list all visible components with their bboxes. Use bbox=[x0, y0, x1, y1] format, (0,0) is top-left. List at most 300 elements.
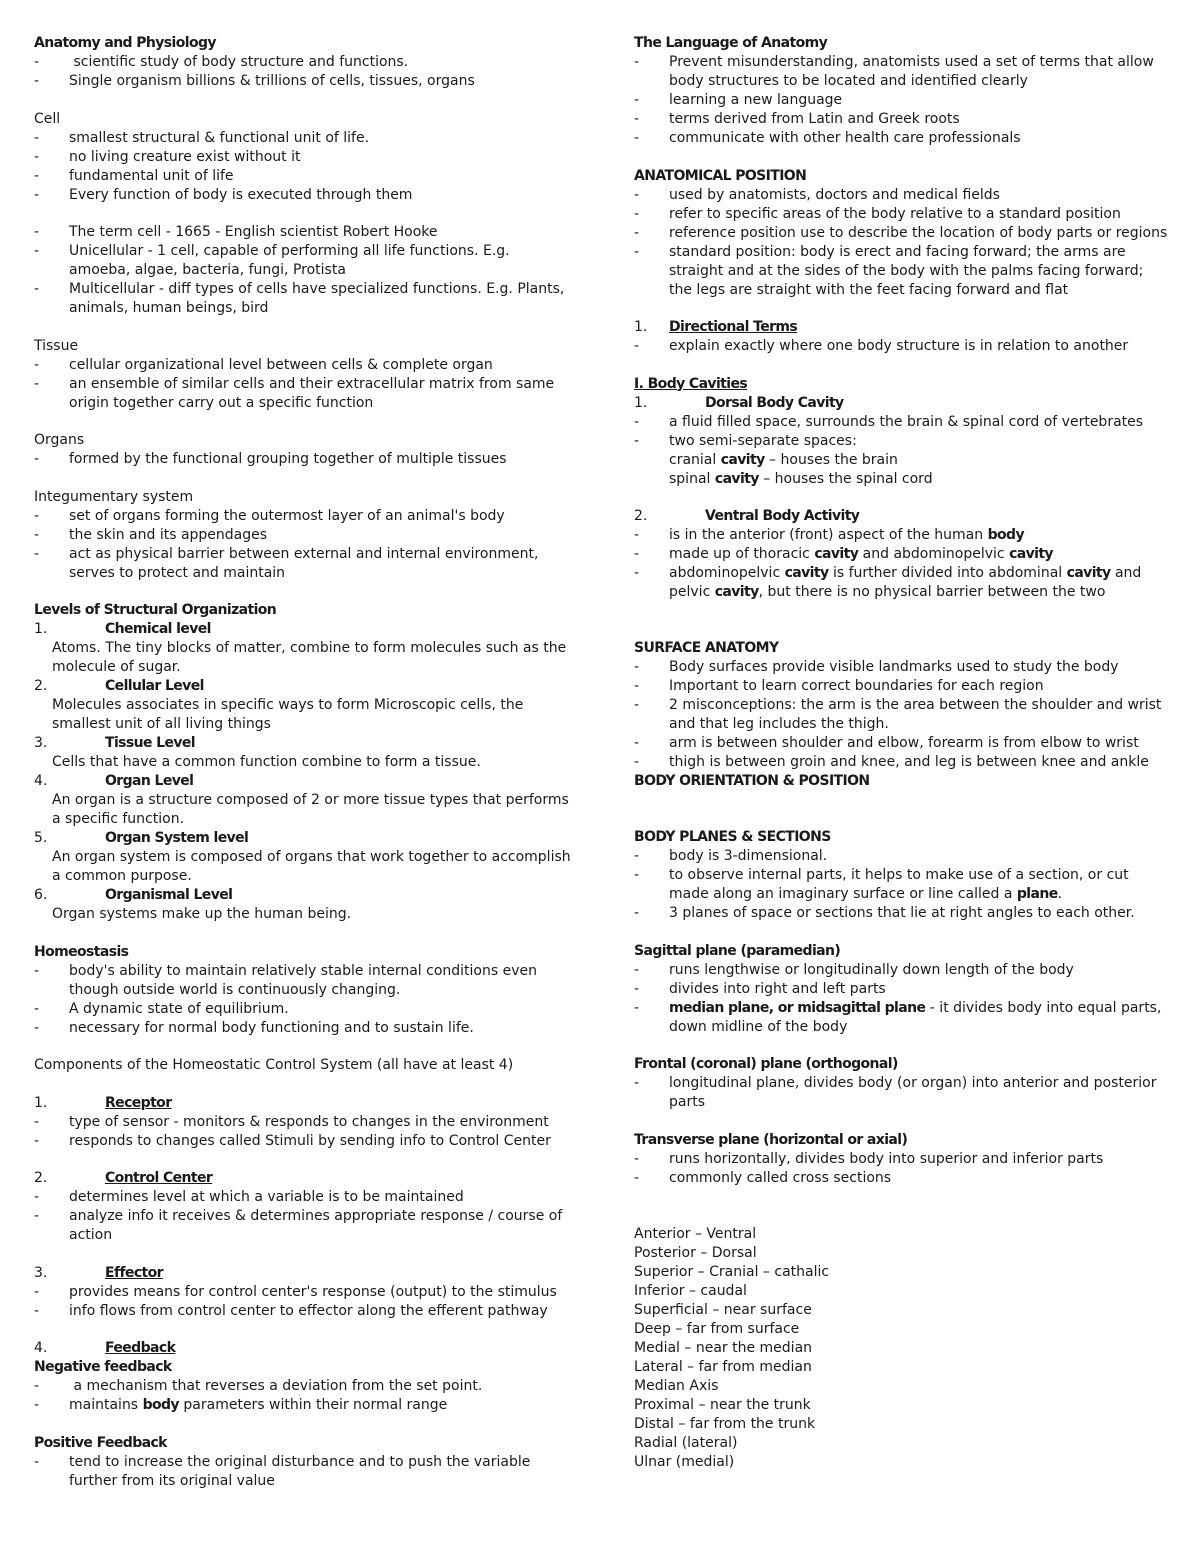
bullet-dash: - bbox=[634, 92, 640, 108]
numbered-heading-ventral-body-activity bbox=[634, 507, 1174, 526]
line-text: commonly called cross sections bbox=[669, 1169, 892, 1186]
spacer bbox=[34, 91, 574, 110]
bullet-dash: - bbox=[634, 111, 640, 127]
line-text: parameters within their normal range bbox=[178, 1397, 448, 1413]
numbered-title: Ventral Body Activity bbox=[705, 508, 860, 524]
bullet-item bbox=[34, 1302, 574, 1321]
bullet-continuation bbox=[34, 1226, 574, 1245]
bullet-continuation bbox=[634, 715, 1174, 734]
spacer bbox=[634, 791, 1174, 810]
spacer bbox=[34, 924, 574, 943]
bullet-dash: - bbox=[34, 1019, 40, 1036]
spacer bbox=[634, 300, 1174, 319]
line-text: made up of thoracic bbox=[669, 546, 815, 562]
bullet-dash: - bbox=[634, 754, 640, 770]
bullet-dash: - bbox=[634, 54, 640, 70]
bold-term: cavity bbox=[720, 451, 765, 468]
line-text: made along an imaginary surface or line called a bbox=[669, 886, 1017, 902]
numbered-title: Control Center bbox=[105, 1170, 213, 1186]
bullet-continuation bbox=[34, 564, 574, 583]
bullet-dash: - bbox=[34, 54, 40, 70]
bullet-dash: - bbox=[34, 1208, 40, 1224]
bullet-item bbox=[34, 450, 574, 469]
line-text: formed by the functional grouping together of multiple tissues bbox=[69, 451, 507, 467]
line-text: 2 misconceptions: the arm is the area between the shoulder and wrist bbox=[669, 697, 1162, 713]
bullet-item bbox=[34, 1453, 574, 1472]
heading-sagittal-plane-paramedian: Sagittal plane (paramedian) bbox=[634, 942, 841, 959]
numbered-title: Organ System level bbox=[105, 830, 249, 846]
level-description: a common purpose. bbox=[52, 868, 192, 884]
line-text: info flows from control center to effector along the efferent pathway bbox=[69, 1302, 548, 1319]
bold-term: cavity bbox=[714, 470, 759, 487]
line-text: communicate with other health care professionals bbox=[669, 130, 1021, 146]
item-number: 2. bbox=[34, 678, 48, 694]
bullet-dash: - bbox=[634, 867, 640, 883]
bullet-dash: - bbox=[34, 356, 40, 373]
bold-term: plane bbox=[1016, 886, 1058, 902]
line-text: Single organism billions & trillions of cells, tissues, organs bbox=[69, 73, 475, 89]
bullet-dash: - bbox=[34, 1378, 40, 1394]
bold-term: cavity bbox=[784, 565, 829, 581]
spacer bbox=[34, 1075, 574, 1094]
bullet-dash: - bbox=[34, 129, 40, 146]
bullet-item bbox=[634, 110, 1174, 129]
bullet-item bbox=[634, 866, 1174, 885]
heading-surface-anatomy: SURFACE ANATOMY bbox=[634, 640, 779, 656]
bold-term: cavity bbox=[714, 584, 759, 600]
line-text: standard position: body is erect and facing forward; the arms are bbox=[669, 243, 1126, 260]
line-text: act as physical barrier between external and internal environment, bbox=[69, 545, 539, 562]
heading-body-orientation-position: BODY ORIENTATION & POSITION bbox=[634, 773, 870, 789]
level-description: molecule of sugar. bbox=[52, 659, 181, 675]
text-line: Deep – far from surface bbox=[634, 1320, 800, 1337]
line-text: arm is between shoulder and elbow, forearm is from elbow to wrist bbox=[669, 735, 1139, 751]
bullet-dash: - bbox=[634, 905, 640, 921]
bullet-item bbox=[634, 432, 1174, 451]
line-text: set of organs forming the outermost layer of an animal's body bbox=[69, 507, 505, 524]
spacer bbox=[634, 621, 1174, 640]
bullet-item bbox=[34, 242, 574, 261]
numbered-title: Cellular Level bbox=[105, 678, 204, 694]
bullet-item bbox=[34, 72, 574, 91]
bullet-dash: - bbox=[34, 281, 40, 297]
line-text: the legs are straight with the feet facing forward and flat bbox=[669, 281, 1069, 298]
spacer bbox=[34, 1415, 574, 1434]
bullet-item bbox=[634, 1150, 1174, 1169]
spacer bbox=[634, 1037, 1174, 1056]
bullet-item bbox=[34, 129, 574, 148]
line-text: smallest structural & functional unit of life. bbox=[69, 129, 370, 146]
spacer bbox=[34, 1245, 574, 1264]
bullet-item bbox=[34, 962, 574, 981]
bullet-continuation bbox=[34, 394, 574, 413]
bullet-dash: - bbox=[34, 243, 40, 259]
item-number: 1. bbox=[34, 621, 48, 637]
level-description: An organ system is composed of organs that work together to accomplish bbox=[52, 849, 571, 865]
line-text: cranial bbox=[669, 451, 721, 468]
line-text: determines level at which a variable is to be maintained bbox=[69, 1189, 464, 1205]
spacer bbox=[634, 810, 1174, 829]
line-text: body is 3-dimensional. bbox=[669, 848, 828, 864]
text-line: Superficial – near surface bbox=[634, 1301, 812, 1318]
bullet-dash: - bbox=[34, 451, 40, 467]
bullet-dash: - bbox=[34, 1132, 40, 1149]
numbered-heading-organismal-level bbox=[34, 886, 574, 905]
bullet-item bbox=[634, 53, 1174, 72]
bullet-dash: - bbox=[634, 186, 640, 203]
bullet-dash: - bbox=[634, 243, 640, 260]
numbered-title: Dorsal Body Cavity bbox=[705, 394, 844, 411]
numbered-title: Directional Terms bbox=[669, 319, 798, 335]
bullet-item bbox=[34, 223, 574, 242]
item-number: 6. bbox=[34, 887, 48, 903]
item-number: 5. bbox=[34, 830, 48, 846]
bullet-item bbox=[34, 1019, 574, 1038]
line-text: provides means for control center's response (output) to the stimulus bbox=[69, 1283, 557, 1300]
text-line: Radial (lateral) bbox=[634, 1434, 738, 1451]
spacer bbox=[634, 148, 1174, 167]
item-number: 3. bbox=[34, 735, 48, 751]
line-text: longitudinal plane, divides body (or organ) into anterior and posterior bbox=[669, 1075, 1157, 1091]
numbered-heading-organ-system-level bbox=[34, 829, 574, 848]
line-text: A dynamic state of equilibrium. bbox=[69, 1000, 289, 1017]
bold-term: cavity bbox=[814, 546, 859, 562]
bullet-dash: - bbox=[634, 205, 640, 222]
item-number: 2. bbox=[634, 508, 648, 524]
item-number: 1. bbox=[634, 319, 648, 335]
line-text: The term cell - 1665 - English scientist Robert Hooke bbox=[69, 224, 438, 240]
bullet-dash: - bbox=[634, 1169, 640, 1186]
bullet-item bbox=[634, 564, 1174, 583]
bullet-item bbox=[34, 375, 574, 394]
line-text: the skin and its appendages bbox=[69, 526, 268, 543]
numbered-title: Effector bbox=[105, 1264, 163, 1281]
numbered-title: Organ Level bbox=[105, 773, 194, 789]
line-text: pelvic bbox=[669, 584, 715, 600]
text-line: Median Axis bbox=[634, 1377, 719, 1394]
bullet-item bbox=[634, 1074, 1174, 1093]
line-text: Body surfaces provide visible landmarks used to study the body bbox=[669, 659, 1119, 675]
bullet-item bbox=[634, 205, 1174, 224]
line-text: runs horizontally, divides body into superior and inferior parts bbox=[669, 1150, 1104, 1167]
bullet-item bbox=[634, 129, 1174, 148]
level-description: Cells that have a common function combine to form a tissue. bbox=[52, 754, 481, 770]
bullet-dash: - bbox=[34, 526, 40, 543]
bullet-item bbox=[634, 91, 1174, 110]
line-text: animals, human beings, bird bbox=[69, 300, 269, 316]
spacer bbox=[34, 1321, 574, 1340]
bullet-dash: - bbox=[34, 1189, 40, 1205]
heading-transverse-plane-horizontal-or-axial: Transverse plane (horizontal or axial) bbox=[634, 1131, 908, 1148]
right-column bbox=[634, 34, 1174, 1472]
text-line: Inferior – caudal bbox=[634, 1282, 747, 1299]
bullet-continuation bbox=[34, 1472, 574, 1491]
line-text: Important to learn correct boundaries for each region bbox=[669, 678, 1044, 694]
text-line: Posterior – Dorsal bbox=[634, 1244, 757, 1261]
line-text: type of sensor - monitors & responds to changes in the environment bbox=[69, 1113, 549, 1130]
line-text: further from its original value bbox=[69, 1472, 275, 1489]
bullet-continuation bbox=[634, 1018, 1174, 1037]
heading-body-planes-sections: BODY PLANES & SECTIONS bbox=[634, 829, 831, 845]
heading-positive-feedback: Positive Feedback bbox=[34, 1434, 167, 1451]
bullet-dash: - bbox=[634, 565, 640, 581]
text-line: Integumentary system bbox=[34, 488, 194, 505]
bullet-continuation bbox=[634, 281, 1174, 300]
line-text: cellular organizational level between cells & complete organ bbox=[69, 356, 493, 373]
bullet-item bbox=[634, 734, 1174, 753]
level-description: Atoms. The tiny blocks of matter, combine to form molecules such as the bbox=[52, 640, 567, 656]
bullet-dash: - bbox=[34, 545, 40, 562]
numbered-heading-directional-terms bbox=[634, 318, 1174, 337]
bullet-dash: - bbox=[634, 432, 640, 449]
line-text: Multicellular - diff types of cells have specialized functions. E.g. Plants, bbox=[69, 281, 565, 297]
bullet-item bbox=[34, 53, 574, 72]
bullet-continuation bbox=[34, 261, 574, 280]
item-number: 2. bbox=[34, 1170, 48, 1186]
bullet-item bbox=[34, 545, 574, 564]
line-text: Unicellular - 1 cell, capable of performing all life functions. E.g. bbox=[69, 243, 510, 259]
numbered-title: Feedback bbox=[105, 1340, 176, 1356]
line-text: , but there is no physical barrier between the two bbox=[758, 584, 1106, 600]
spacer bbox=[34, 1038, 574, 1057]
item-number: 3. bbox=[34, 1264, 48, 1281]
bullet-dash: - bbox=[634, 697, 640, 713]
bullet-item bbox=[634, 545, 1174, 564]
text-line: Medial – near the median bbox=[634, 1339, 813, 1356]
bullet-item bbox=[634, 243, 1174, 262]
spacer bbox=[634, 1188, 1174, 1207]
level-description: Organ systems make up the human being. bbox=[52, 906, 352, 922]
line-text: thigh is between groin and knee, and leg is between knee and ankle bbox=[669, 754, 1149, 770]
line-text: and bbox=[1110, 565, 1142, 581]
heading-the-language-of-anatomy: The Language of Anatomy bbox=[634, 35, 828, 51]
bullet-dash: - bbox=[34, 1000, 40, 1017]
spacer bbox=[34, 413, 574, 432]
numbered-title: Receptor bbox=[105, 1094, 172, 1111]
bullet-continuation bbox=[634, 885, 1174, 904]
heading-i-body-cavities: I. Body Cavities bbox=[634, 375, 748, 392]
line-text: - it divides body into equal parts, bbox=[925, 999, 1162, 1016]
bullet-item bbox=[634, 999, 1174, 1018]
spacer bbox=[634, 923, 1174, 942]
bullet-item bbox=[34, 1396, 574, 1415]
bullet-continuation bbox=[634, 583, 1174, 602]
line-text: responds to changes called Stimuli by sending info to Control Center bbox=[69, 1132, 551, 1149]
text-line: Cell bbox=[34, 110, 61, 127]
bullet-item bbox=[34, 167, 574, 186]
bullet-item bbox=[634, 224, 1174, 243]
bullet-item bbox=[634, 1169, 1174, 1188]
bullet-dash: - bbox=[634, 980, 640, 997]
bullet-dash: - bbox=[634, 546, 640, 562]
bullet-dash: - bbox=[34, 186, 40, 203]
text-line: Anterior – Ventral bbox=[634, 1225, 757, 1242]
bullet-dash: - bbox=[34, 1302, 40, 1319]
numbered-heading-feedback bbox=[34, 1339, 574, 1358]
line-text: action bbox=[69, 1227, 113, 1243]
level-description: An organ is a structure composed of 2 or more tissue types that performs bbox=[52, 792, 569, 808]
line-text: is further divided into abdominal bbox=[828, 565, 1067, 581]
bullet-continuation bbox=[634, 1093, 1174, 1112]
line-text: learning a new language bbox=[669, 92, 843, 108]
bullet-dash: - bbox=[34, 1283, 40, 1300]
bullet-item bbox=[634, 658, 1174, 677]
bullet-continuation bbox=[34, 981, 574, 1000]
bullet-item bbox=[634, 337, 1174, 356]
spacer bbox=[634, 489, 1174, 508]
spacer bbox=[34, 205, 574, 224]
bullet-item bbox=[34, 1188, 574, 1207]
bullet-dash: - bbox=[634, 961, 640, 978]
item-number: 4. bbox=[34, 773, 48, 789]
line-text: amoeba, algae, bacteria, fungi, Protista bbox=[69, 262, 346, 278]
line-text: straight and at the sides of the body with the palms facing forward; bbox=[669, 262, 1144, 279]
numbered-heading-chemical-level bbox=[34, 620, 574, 639]
bullet-item bbox=[34, 148, 574, 167]
bullet-item bbox=[634, 904, 1174, 923]
text-line: Lateral – far from median bbox=[634, 1358, 812, 1375]
line-text: an ensemble of similar cells and their extracellular matrix from same bbox=[69, 375, 555, 392]
bullet-item bbox=[34, 1000, 574, 1019]
heading-anatomy-and-physiology: Anatomy and Physiology bbox=[34, 35, 216, 51]
line-text: Every function of body is executed through them bbox=[69, 186, 413, 203]
item-number: 1. bbox=[634, 394, 648, 411]
level-description: a specific function. bbox=[52, 811, 185, 827]
line-text: body's ability to maintain relatively stable internal conditions even bbox=[69, 962, 538, 979]
spacer bbox=[634, 356, 1174, 375]
spacer bbox=[34, 583, 574, 602]
numbered-heading-dorsal-body-cavity bbox=[634, 394, 1174, 413]
bullet-item bbox=[634, 961, 1174, 980]
numbered-heading-control-center bbox=[34, 1169, 574, 1188]
bullet-dash: - bbox=[34, 1453, 40, 1470]
numbered-heading-cellular-level bbox=[34, 677, 574, 696]
bullet-continuation bbox=[634, 470, 1174, 489]
numbered-title: Chemical level bbox=[105, 621, 211, 637]
level-description: Molecules associates in specific ways to form Microscopic cells, the bbox=[52, 697, 524, 713]
bullet-continuation bbox=[34, 299, 574, 318]
heading-homeostasis: Homeostasis bbox=[34, 943, 129, 960]
bullet-dash: - bbox=[34, 1397, 40, 1413]
text-line: Tissue bbox=[34, 337, 79, 354]
bullet-continuation bbox=[634, 451, 1174, 470]
line-text: to observe internal parts, it helps to make use of a section, or cut bbox=[669, 867, 1129, 883]
line-text: divides into right and left parts bbox=[669, 980, 886, 997]
line-text: and that leg includes the thigh. bbox=[669, 716, 889, 732]
bullet-dash: - bbox=[634, 224, 640, 241]
bullet-item bbox=[634, 980, 1174, 999]
line-text: body structures to be located and identified clearly bbox=[669, 73, 1028, 89]
bold-term: body bbox=[142, 1397, 179, 1413]
line-text: runs lengthwise or longitudinally down length of the body bbox=[669, 961, 1074, 978]
bullet-dash: - bbox=[634, 659, 640, 675]
item-number: 4. bbox=[34, 1340, 48, 1356]
bullet-item bbox=[634, 847, 1174, 866]
line-text: down midline of the body bbox=[669, 1018, 848, 1035]
text-line: Organs bbox=[34, 432, 85, 448]
bullet-dash: - bbox=[34, 962, 40, 979]
bullet-item bbox=[34, 356, 574, 375]
numbered-heading-receptor bbox=[34, 1094, 574, 1113]
heading-negative-feedback: Negative feedback bbox=[34, 1359, 172, 1375]
line-text: two semi-separate spaces: bbox=[669, 432, 857, 449]
line-text: though outside world is continuously changing. bbox=[69, 981, 401, 998]
bullet-item bbox=[634, 677, 1174, 696]
line-text: parts bbox=[669, 1094, 706, 1110]
line-text: – houses the spinal cord bbox=[758, 470, 933, 487]
line-text: is in the anterior (front) aspect of the human bbox=[669, 527, 988, 543]
line-text: no living creature exist without it bbox=[69, 148, 301, 165]
line-text: analyze info it receives & determines appropriate response / course of bbox=[69, 1208, 563, 1224]
line-text: refer to specific areas of the body relative to a standard position bbox=[669, 205, 1121, 222]
heading-frontal-coronal-plane-orthogonal: Frontal (coronal) plane (orthogonal) bbox=[634, 1056, 898, 1072]
bullet-dash: - bbox=[34, 167, 40, 184]
bullet-dash: - bbox=[634, 413, 640, 430]
bullet-item bbox=[634, 413, 1174, 432]
bullet-item bbox=[34, 1283, 574, 1302]
bullet-dash: - bbox=[634, 848, 640, 864]
line-text: – houses the brain bbox=[764, 451, 898, 468]
bullet-item bbox=[34, 1132, 574, 1151]
numbered-title: Organismal Level bbox=[105, 887, 233, 903]
spacer bbox=[634, 602, 1174, 621]
bullet-item bbox=[34, 1377, 574, 1396]
bullet-dash: - bbox=[634, 527, 640, 543]
spacer bbox=[34, 318, 574, 337]
line-text: scientific study of body structure and functions. bbox=[69, 54, 409, 70]
bullet-item bbox=[34, 1207, 574, 1226]
text-line: Distal – far from the trunk bbox=[634, 1415, 816, 1432]
bold-term: body bbox=[987, 527, 1024, 543]
line-text: maintains bbox=[69, 1397, 143, 1413]
text-line: Ulnar (medial) bbox=[634, 1453, 735, 1470]
bullet-dash: - bbox=[34, 224, 40, 240]
bullet-item bbox=[34, 280, 574, 299]
line-text: abdominopelvic bbox=[669, 565, 785, 581]
item-number: 1. bbox=[34, 1094, 48, 1111]
bullet-continuation bbox=[634, 262, 1174, 281]
line-text: a mechanism that reverses a deviation from the set point. bbox=[69, 1378, 483, 1394]
bullet-dash: - bbox=[634, 735, 640, 751]
line-text: explain exactly where one body structure is in relation to another bbox=[669, 338, 1129, 354]
bold-term: cavity bbox=[1009, 546, 1053, 562]
bold-term: median plane, or midsagittal plane bbox=[669, 999, 926, 1016]
line-text: tend to increase the original disturbance and to push the variable bbox=[69, 1453, 531, 1470]
line-text: terms derived from Latin and Greek roots bbox=[669, 111, 960, 127]
bullet-dash: - bbox=[634, 999, 640, 1016]
text-line: Superior – Cranial – cathalic bbox=[634, 1263, 830, 1280]
numbered-heading-effector bbox=[34, 1264, 574, 1283]
line-text: origin together carry out a specific function bbox=[69, 394, 374, 411]
bullet-item bbox=[634, 186, 1174, 205]
bullet-dash: - bbox=[634, 338, 640, 354]
line-text: and abdominopelvic bbox=[858, 546, 1010, 562]
spacer bbox=[34, 469, 574, 488]
bullet-dash: - bbox=[34, 148, 40, 165]
bullet-item bbox=[34, 507, 574, 526]
line-text: fundamental unit of life bbox=[69, 167, 234, 184]
bullet-dash: - bbox=[634, 1075, 640, 1091]
bullet-dash: - bbox=[634, 130, 640, 146]
bullet-dash: - bbox=[34, 375, 40, 392]
line-text: serves to protect and maintain bbox=[69, 564, 286, 581]
bullet-item bbox=[34, 1113, 574, 1132]
line-text: reference position use to describe the location of body parts or regions bbox=[669, 224, 1168, 241]
spacer bbox=[634, 1112, 1174, 1131]
spacer bbox=[34, 1151, 574, 1170]
bullet-dash: - bbox=[34, 1113, 40, 1130]
numbered-heading-organ-level bbox=[34, 772, 574, 791]
